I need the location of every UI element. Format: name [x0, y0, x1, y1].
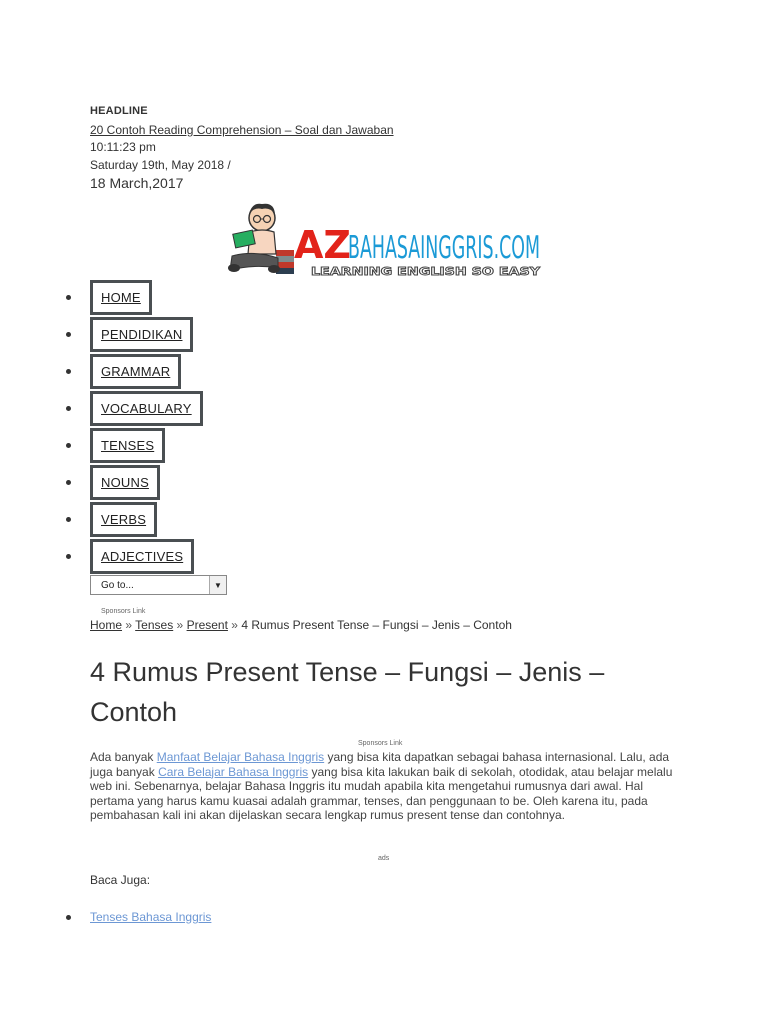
nav-item-home[interactable] — [90, 280, 152, 315]
nav-bullet — [66, 443, 71, 448]
logo-az-text: AZ — [294, 223, 351, 267]
baca-juga-label: Baca Juga: — [90, 873, 151, 887]
breadcrumb-current: 4 Rumus Present Tense – Fungsi – Jenis – Contoh — [241, 618, 512, 632]
nav-bullet — [66, 369, 71, 374]
breadcrumb — [90, 618, 512, 632]
breadcrumb-home[interactable]: Home — [90, 618, 123, 632]
logo-main-text: BAHASAINGGRIS.COM — [348, 230, 540, 266]
goto-select-value: Go to... — [101, 579, 134, 591]
nav-item-tenses[interactable] — [90, 428, 165, 463]
nav-item-label: NOUNS — [101, 475, 149, 490]
nav-bullet — [66, 554, 71, 559]
nav-item-label: PENDIDIKAN — [101, 327, 183, 342]
nav-bullet — [66, 332, 71, 337]
nav-bullet — [66, 295, 71, 300]
nav-item-label: GRAMMAR — [101, 364, 171, 379]
reader-mascot-icon — [228, 204, 294, 274]
page-title: 4 Rumus Present Tense – Fungsi – Jenis – Contoh — [90, 657, 605, 727]
breadcrumb-present[interactable]: Present — [186, 618, 228, 632]
paragraph-text: yang bisa kita lakukan baik di sekolah, otodidak, atau belajar melalu web ini. Sebenarnya, belajar Bahasa Inggris itu mudah apabila kita mengetahui rumusnya dari awal. Hal pertama yang harus kamu kuasai adalah grammar, tenses, dan penggunaan to be. Oleh karena itu, pada pembahasan kali ini akan dijelaskan secara lengkap rumus present tense dan contohnya. — [90, 764, 673, 823]
nav-item-verbs[interactable] — [90, 502, 157, 537]
article-paragraph — [90, 750, 685, 823]
sponsors-label: Sponsors Link — [101, 608, 146, 615]
list-bullet — [66, 915, 71, 920]
nav-item-label: ADJECTIVES — [101, 549, 184, 564]
paragraph-text: Ada banyak — [90, 750, 157, 764]
nav-item-adjectives[interactable] — [90, 539, 194, 574]
headline-link[interactable]: 20 Contoh Reading Comprehension – Soal dan Jawaban — [90, 123, 394, 137]
post-date: 18 March,2017 — [90, 175, 184, 191]
nav-item-label: HOME — [101, 290, 141, 305]
nav-item-grammar[interactable] — [90, 354, 181, 389]
nav-item-nouns[interactable] — [90, 465, 160, 500]
link-manfaat-belajar[interactable]: Manfaat Belajar Bahasa Inggris — [156, 750, 325, 764]
header-date: Saturday 19th, May 2018 / — [90, 158, 231, 172]
site-logo[interactable] — [228, 198, 543, 280]
logo-graphic — [228, 198, 543, 280]
nav-bullet — [66, 406, 71, 411]
link-cara-belajar[interactable]: Cara Belajar Bahasa Inggris — [158, 764, 309, 779]
breadcrumb-tenses[interactable]: Tenses — [135, 618, 174, 632]
breadcrumb-separator: » — [125, 618, 133, 632]
nav-item-vocabulary[interactable] — [90, 391, 203, 426]
nav-item-label: TENSES — [101, 438, 155, 453]
header-time: 10:11:23 pm — [90, 140, 156, 154]
headline-label: HEADLINE — [90, 105, 148, 117]
nav-item-label: VERBS — [101, 512, 147, 527]
nav-item-pendidikan[interactable] — [90, 317, 193, 352]
related-link-tenses[interactable]: Tenses Bahasa Inggris — [90, 910, 212, 924]
breadcrumb-separator: » — [176, 618, 184, 632]
nav-item-label: VOCABULARY — [101, 401, 192, 416]
logo-tagline: LEARNING ENGLISH SO EASY — [311, 265, 542, 278]
ads-label: ads — [378, 855, 390, 862]
breadcrumb-separator: » — [231, 618, 238, 632]
sponsors-label: Sponsors Link — [358, 740, 403, 747]
chevron-down-icon[interactable]: ▼ — [209, 576, 226, 594]
paragraph-text: yang bisa kita dapatkan sebagai bahasa internasional. Lalu, ada juga banyak — [90, 750, 670, 779]
nav-bullet — [66, 517, 71, 522]
nav-bullet — [66, 480, 71, 485]
goto-select[interactable] — [90, 575, 227, 595]
